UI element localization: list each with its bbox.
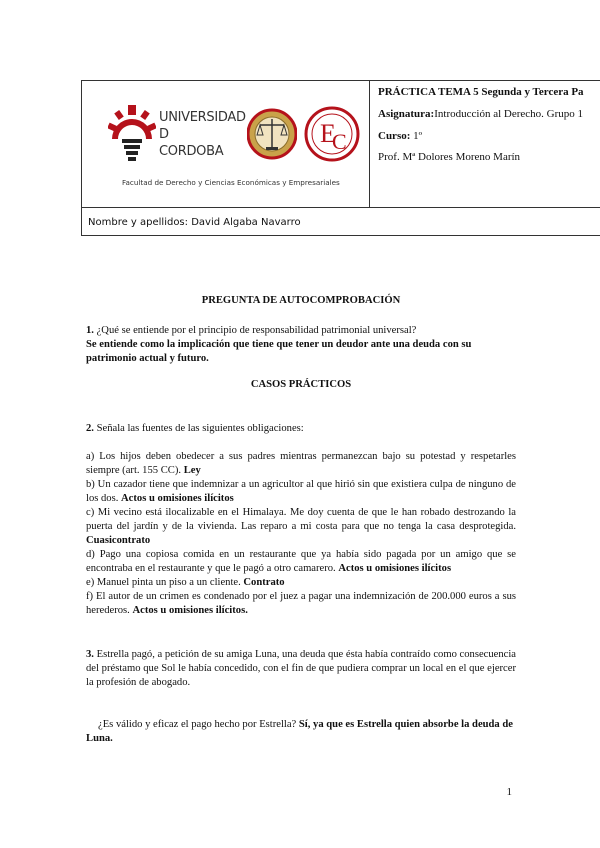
q1-text: ¿Qué se entiende por el principio de responsabilidad patrimonial universal?	[93, 325, 417, 336]
course-line	[378, 130, 422, 142]
svg-text:C: C	[332, 129, 347, 154]
justice-scales-seal-icon	[247, 105, 297, 163]
practice-title: PRÁCTICA TEMA 5 Segunda y Tercera Pa	[378, 86, 584, 98]
item-answer: Cuasicontrato	[86, 535, 151, 546]
university-name-line2: D	[159, 127, 169, 142]
professor-name: Prof. Mª Dolores Moreno Marín	[378, 151, 521, 163]
logo-cell	[82, 81, 370, 207]
section-casos	[86, 378, 516, 746]
faculty-name: Facultad de Derecho y Ciencias Económicas y Empresariales	[122, 178, 340, 187]
q3-question-answer	[86, 718, 516, 746]
course-info-cell	[370, 81, 600, 207]
svg-text:E: E	[320, 119, 336, 148]
q1-number: 1.	[86, 325, 94, 336]
item-answer: Contrato	[243, 577, 285, 588]
list-item: a) Los hijos deben obedecer a sus padres mientras permanezcan bajo su potestad y respetarles siempre (art. 155 CC). Ley	[86, 451, 516, 476]
question-3	[86, 648, 516, 690]
student-cell	[82, 207, 600, 237]
section-autocomprobacion	[86, 294, 516, 366]
faculty-logo-icon	[304, 105, 360, 163]
student-name: Nombre y apellidos: David Algaba Navarro	[88, 217, 301, 228]
q2-number: 2.	[86, 423, 94, 434]
list-item: c) Mi vecino está ilocalizable en el Himalaya. Me doy cuenta de que le han robado destrozando la puerta del jardín y de la vivienda. Las reparo a mi costa para que no tenga la casa desprotegida. Cuasicontrato	[86, 507, 516, 546]
university-name-line3: CORDOBA	[159, 144, 224, 159]
question-1	[86, 324, 516, 338]
item-answer: Actos u omisiones ilícitos	[121, 493, 234, 504]
university-crest-icon	[108, 99, 156, 163]
question-2	[86, 422, 516, 436]
list-item: e) Manuel pinta un piso a un cliente. Contrato	[86, 577, 285, 588]
course-value: 1º	[410, 130, 423, 142]
subject-line	[378, 108, 583, 120]
item-answer: Actos u omisiones ilícitos.	[132, 605, 248, 616]
page-number: 1	[506, 786, 512, 798]
q1-answer: Se entiende como la implicación que tiene que tener un deudor ante una deuda con su patrimonio actual y futuro.	[86, 339, 472, 364]
q3-answer: Sí, ya que es Estrella quien absorbe la deuda de Luna.	[86, 719, 513, 744]
section2-title: CASOS PRÁCTICOS	[250, 379, 352, 390]
subject-value: Introducción al Derecho. Grupo 1	[434, 108, 583, 120]
university-name-line1: UNIVERSIDAD	[159, 110, 246, 125]
course-label: Curso:	[378, 130, 411, 142]
item-answer: Actos u omisiones ilícitos	[338, 563, 452, 574]
header-table	[81, 80, 600, 236]
section1-title: PREGUNTA DE AUTOCOMPROBACIÓN	[201, 295, 401, 306]
q3-text: Estrella pagó, a petición de su amiga Luna, una deuda que ésta había contraído como consecuencia del préstamo que Sol le había concedido, con el fin de que pudiera comprar un local en el que ejercer la profesión de abogado.	[86, 649, 516, 688]
q3-question: ¿Es válido y eficaz el pago hecho por Estrella?	[98, 719, 299, 730]
item-answer: Ley	[183, 465, 201, 476]
subject-label: Asignatura:	[378, 108, 435, 120]
list-item: f) El autor de un crimen es condenado por el juez a pagar una indemnización de 200.000 euros a sus herederos. Actos u omisiones ilícitos.	[86, 591, 516, 616]
list-item: b) Un cazador tiene que indemnizar a un agricultor al que hirió sin que existiera culpa de ninguno de los dos. Actos u omisiones ilícitos	[86, 479, 516, 504]
q2-text: Señala las fuentes de las siguientes obligaciones:	[93, 423, 304, 434]
list-item: d) Pago una copiosa comida en un restaurante que ya había sido pagada por un amigo que se encontraba en el restaurante y que le pagó a otro camarero. Actos u omisiones ilícitos	[86, 549, 516, 574]
q3-number: 3.	[86, 649, 94, 660]
